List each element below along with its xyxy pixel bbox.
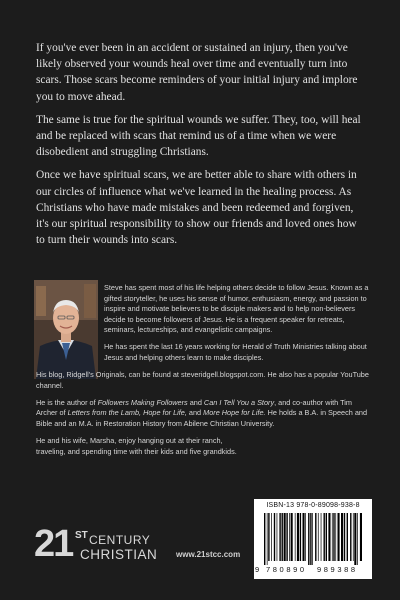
barcode-bar	[267, 513, 268, 565]
barcode-bar	[347, 513, 348, 561]
barcode-bar	[308, 513, 309, 565]
barcode-bar	[274, 513, 275, 561]
barcode-bar	[328, 513, 330, 561]
logo-century: CENTURY	[89, 533, 151, 547]
barcode-bar	[264, 513, 265, 565]
barcode-bar	[300, 513, 301, 561]
barcode-bar	[295, 513, 296, 561]
barcode-bar	[277, 513, 278, 561]
publisher-website: www.21stcc.com	[176, 550, 241, 559]
logo-christian: CHRISTIAN	[80, 547, 158, 562]
barcode-bar	[344, 513, 345, 561]
barcode-bar	[310, 513, 311, 565]
barcode-bar	[324, 513, 325, 561]
bio-p4-text-g: and	[186, 408, 204, 418]
bio-paragraph-2: He has spent the last 16 years working for Herald of Truth Ministries talking about Jesus and helping others learn to make disciples.	[104, 342, 367, 363]
barcode-bar	[297, 513, 299, 561]
barcode-digits-right: 989388	[317, 565, 358, 574]
intro-paragraph-2: The same is true for the spiritual wounds we suffer. They, too, will heal and be replaced with scars that remind us of a time when we were disobedient and struggling Christians.	[36, 113, 361, 159]
barcode-bar	[279, 513, 280, 561]
barcode-bar	[338, 513, 340, 561]
bio-p4-text-a: He is the author of	[36, 397, 98, 407]
publisher-logo	[34, 523, 174, 565]
logo-suffix: ST	[75, 530, 88, 541]
intro-paragraph-1: If you've ever been in an accident or sustained an injury, then you've likely observed your wounds heal over time and eventually turn into scars. Those scars become reminders of your initial injury and implore you to move ahead.	[36, 42, 358, 103]
barcode-bar	[354, 513, 356, 565]
barcode-bar	[335, 513, 336, 561]
bio-paragraph-3: His blog, Ridgell's Originals, can be found at steveridgell.blogspot.com. He also has a popular YouTube channel.	[36, 370, 369, 390]
isbn-label: ISBN-13 978-0-89098-938-8	[266, 502, 360, 509]
bio-paragraph-1: Steve has spent most of his life helping others decide to follow Jesus. Known as a gifted storyteller, he uses his sense of humor, enthusiasm, energy, and passion to inspire and motivate believers to be disciple makers and to help non-believers decide to become followers of Jesus. He is a frequent speaker for retreats, seminars, lectureships, and evangelistic campaigns.	[104, 283, 369, 335]
barcode-bar	[268, 513, 269, 561]
barcode-bar	[312, 513, 313, 565]
barcode-digit-first: 9	[255, 565, 260, 574]
barcode-bar	[303, 513, 305, 561]
intro-paragraph-3: Once we have spiritual scars, we are better able to share with others in our circles of influence what we've learned in the healing process. As Christians who have made mistakes and been redeemed and forgiven, it's our spiritual responsibility to show our friends and loved ones how to turn their wounds into scars.	[36, 169, 357, 247]
barcode-bar	[291, 513, 293, 561]
barcode-bar	[350, 513, 351, 561]
logo-number: 21	[34, 523, 73, 565]
barcode-bar	[286, 513, 287, 561]
isbn-barcode	[254, 499, 372, 579]
barcode-bar	[321, 513, 322, 561]
barcode-bar	[360, 513, 362, 561]
barcode-bar	[271, 513, 272, 561]
barcode-bar	[289, 513, 290, 561]
barcode-bar	[305, 513, 306, 561]
barcode-bar	[284, 513, 286, 561]
barcode-bar	[282, 513, 283, 561]
barcode-bar	[357, 513, 358, 565]
barcode-bar	[341, 513, 343, 561]
book-title-story: Can I Tell You a Story	[203, 397, 275, 407]
barcode-digits-left: 780890	[266, 565, 307, 574]
bio-paragraph-4	[36, 398, 370, 430]
barcode-bar	[326, 513, 327, 561]
bio-paragraph-5: He and his wife, Marsha, enjoy hanging out at their ranch, traveling, and spending time with their kids and five grandkids.	[36, 436, 237, 456]
book-title-more-hope: More Hope for Life.	[203, 408, 266, 418]
barcode-bar	[333, 513, 334, 561]
barcode-bars	[260, 513, 366, 565]
book-title-followers: Followers Making Followers	[97, 397, 188, 407]
bio-p4-text-e: , and co-author with Tim Archer of	[36, 397, 352, 418]
barcode-bar	[353, 513, 354, 561]
author-bio	[36, 283, 370, 464]
bio-p4-text-i: He holds a B.A. in Speech and Bible and an M.A. in Restoration History from Abilene Christian University.	[36, 408, 368, 429]
book-title-letters: Letters from the Lamb, Hope for Life,	[67, 408, 187, 418]
barcode-bar	[332, 513, 333, 561]
intro-text	[36, 40, 368, 255]
barcode-bar	[315, 513, 316, 561]
bio-p4-text-c: and	[187, 397, 204, 407]
barcode-bar	[318, 513, 319, 561]
